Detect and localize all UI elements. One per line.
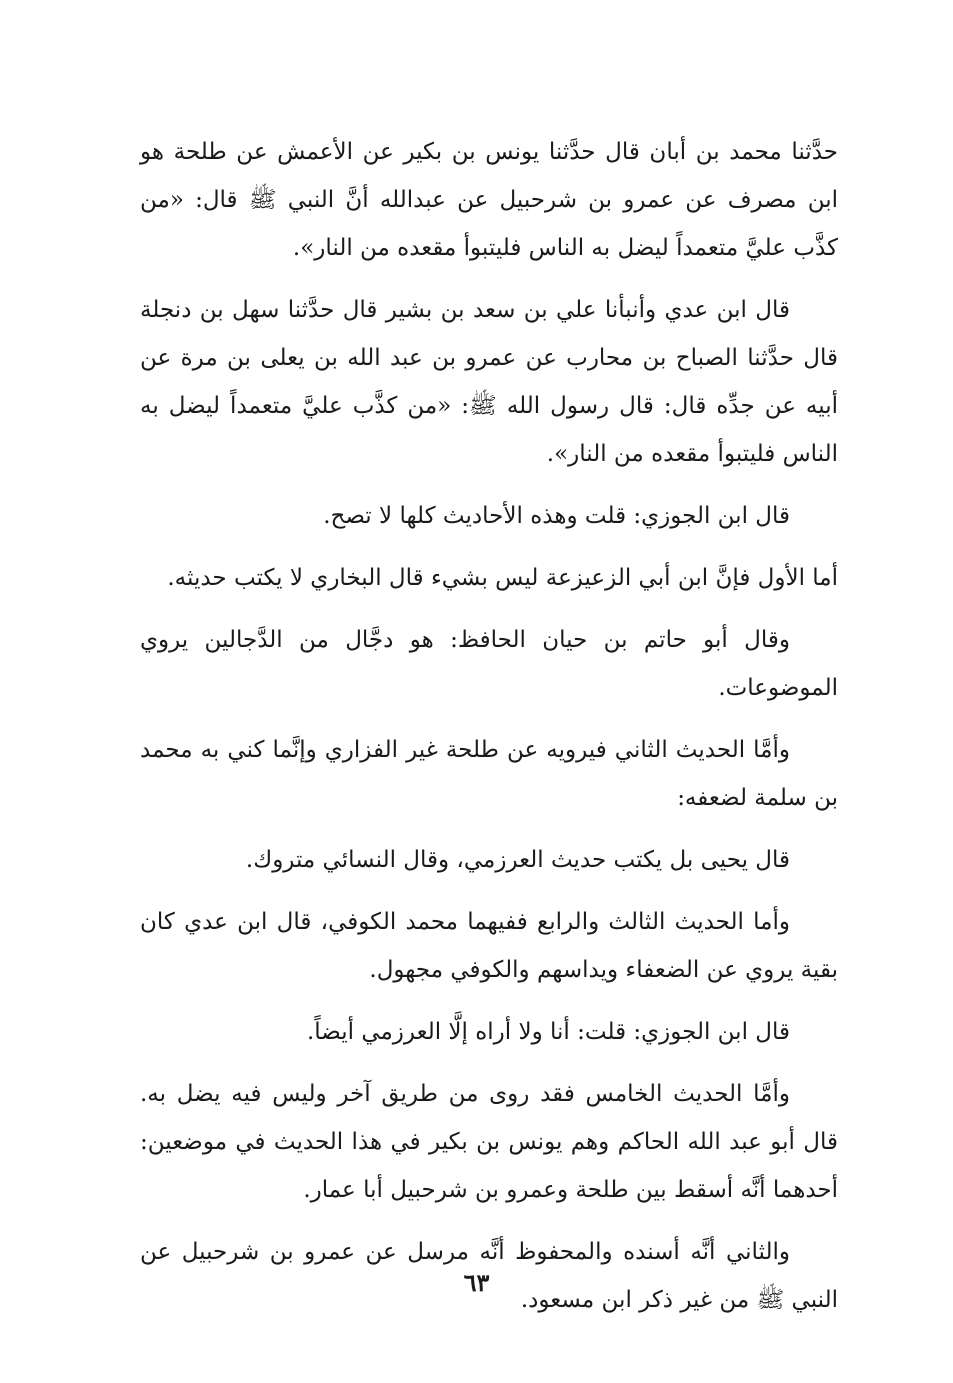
paragraph: قال يحيى بل يكتب حديث العرزمي، وقال النسائي متروك. [245, 847, 790, 873]
paragraph: وأمَّا الحديث الخامس فقد روى من طريق آخر وليس فيه يضل به. قال أبو عبد الله الحاكم وهم يونس بن بكير في هذا الحديث في موضعين: أحدهما أنَّه أسقط بين طلحة وعمرو بن شرحبيل أبا عمار. [140, 1081, 838, 1203]
paragraph: والثاني أنَّه أسنده والمحفوظ أنَّه مرسل عن عمرو بن شرحبيل عن النبي ﷺ من غير ذكر ابن مسعود. [140, 1239, 838, 1313]
paragraph: وقال أبو حاتم بن حيان الحافظ: هو دجَّال من الدَّجالين يروي الموضوعات. [140, 627, 838, 701]
paragraph: أما الأول فإنَّ ابن أبي الزعيزعة ليس بشيء قال البخاري لا يكتب حديثه. [167, 565, 838, 591]
paragraph: وأما الحديث الثالث والرابع ففيهما محمد الكوفي، قال ابن عدي كان بقية يروي عن الضعفاء ويداسهم والكوفي مجهول. [140, 909, 838, 983]
paragraph: قال ابن الجوزي: قلت وهذه الأحاديث كلها لا تصح. [323, 503, 790, 529]
page-number: ٦٣ [463, 1268, 490, 1297]
paragraph: وأمَّا الحديث الثاني فيرويه عن طلحة غير الفزاري وإنَّما كني به محمد بن سلمة لضعفه: [140, 737, 838, 811]
paragraph: قال ابن عدي وأنبأنا علي بن سعد بن بشير قال حدَّثنا سهل بن دنجلة قال حدَّثنا الصباح بن محارب عن عمرو بن عبد الله بن يعلى بن مرة عن أبيه عن جدِّه قال: قال رسول الله ﷺ: «من كذَّب عليَّ متعمداً ليضل به الناس فليتبوأ مقعده من النار». [140, 297, 838, 467]
paragraph: حدَّثنا محمد بن أبان قال حدَّثنا يونس بن بكير عن الأعمش عن طلحة هو ابن مصرف عن عمرو بن شرحبيل عن عبدالله أنَّ النبي ﷺ قال: «من كذَّب عليَّ متعمداً ليضل به الناس فليتبوأ مقعده من النار». [140, 139, 838, 261]
paragraph: قال ابن الجوزي: قلت: أنا ولا أراه إلَّا العرزمي أيضاً. [306, 1019, 790, 1045]
